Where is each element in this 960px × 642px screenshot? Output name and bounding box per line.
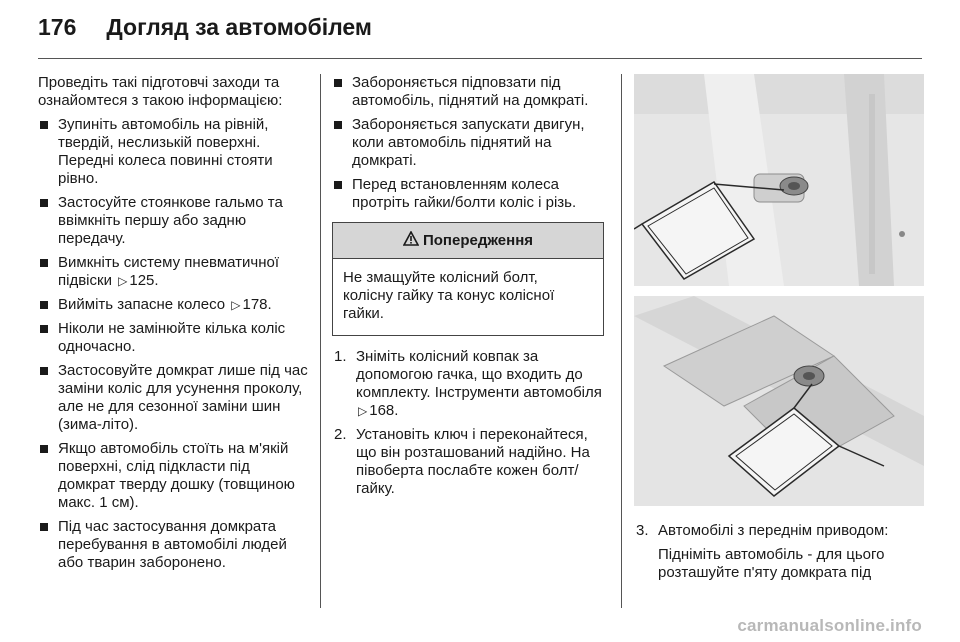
preparation-list bbox=[38, 116, 308, 572]
intro-paragraph: Проведіть такі підготовчі заходи та ознайомтеся з такою інформацією: bbox=[38, 74, 283, 109]
triangle-right-ref-icon: ▷ bbox=[358, 404, 368, 418]
jack-illustration-bottom bbox=[634, 296, 924, 506]
warning-text: Не змащуйте колісний болт, колісну гайку та конус колісної гайки. bbox=[343, 269, 555, 322]
triangle-right-ref-icon: ▷ bbox=[118, 274, 128, 288]
header-divider bbox=[38, 58, 922, 59]
step-item: 2. Установіть ключ і переконайтеся, що він розташований надійно. На півоберта послабте кожен болт/гайку. bbox=[334, 426, 590, 497]
jack-illustration-top bbox=[634, 74, 924, 286]
page-reference[interactable]: ▷ 178. bbox=[231, 296, 272, 313]
warning-header bbox=[333, 223, 603, 259]
page-number: 176 bbox=[38, 14, 77, 40]
warning-title: Попередження bbox=[422, 231, 534, 249]
steps-list-continued bbox=[634, 522, 924, 582]
list-item: Забороняється запускати двигун, коли автомобіль піднятий на домкраті. bbox=[332, 116, 604, 170]
page-header bbox=[38, 14, 372, 46]
page-title: Догляд за автомобілем bbox=[106, 14, 372, 40]
page-reference[interactable]: ▷ 168. bbox=[358, 402, 399, 419]
watermark: carmanualsonline.info bbox=[737, 616, 922, 635]
list-item: Зупиніть автомобіль на рівній, твердій, неслизькій поверхні. Передні колеса повинні стояти рівно. bbox=[38, 116, 308, 188]
list-item: Перед встановленням колеса протріть гайки/болти коліс і різь. bbox=[332, 176, 604, 212]
list-item: Застосуйте стоянкове гальмо та ввімкніть першу або задню передачу. bbox=[38, 194, 308, 248]
steps-list bbox=[332, 348, 604, 498]
left-column bbox=[38, 74, 308, 578]
column-divider-left bbox=[320, 74, 321, 608]
middle-column bbox=[332, 74, 604, 504]
prohibition-list bbox=[332, 74, 604, 212]
list-item: Застосовуйте домкрат лише під час заміни коліс для усунення проколу, але не для сезонної заміни шин (зима-літо). bbox=[38, 362, 308, 434]
step-item: 3. Автомобілі з переднім приводом: Підніміть автомобіль - для цього розташуйте п'яту домкрата під bbox=[636, 522, 889, 581]
right-column bbox=[634, 74, 924, 588]
list-item: Вимкніть систему пневматичної підвіски ▷ 125. bbox=[38, 254, 308, 290]
list-item: Якщо автомобіль стоїть на м'якій поверхні, слід підкласти під домкрат тверду дошку (товщиною макс. 1 см). bbox=[38, 440, 308, 512]
column-divider-right bbox=[621, 74, 622, 608]
triangle-right-ref-icon: ▷ bbox=[231, 298, 241, 312]
list-item: Під час застосування домкрата перебування в автомобілі людей або тварин заборонено. bbox=[38, 518, 308, 572]
warning-triangle-icon bbox=[403, 231, 419, 251]
list-item: Вийміть запасне колесо ▷ 178. bbox=[38, 296, 308, 314]
step-item: 1. Зніміть колісний ковпак за допомогою гачка, що входить до комплекту. Інструменти автомобіля ▷ 168. bbox=[334, 348, 602, 419]
list-item: Ніколи не замінюйте кілька коліс одночасно. bbox=[38, 320, 308, 356]
warning-box bbox=[332, 222, 604, 336]
page-reference[interactable]: ▷ 125. bbox=[118, 272, 159, 289]
list-item: Забороняється підповзати під автомобіль, піднятий на домкраті. bbox=[332, 74, 604, 110]
